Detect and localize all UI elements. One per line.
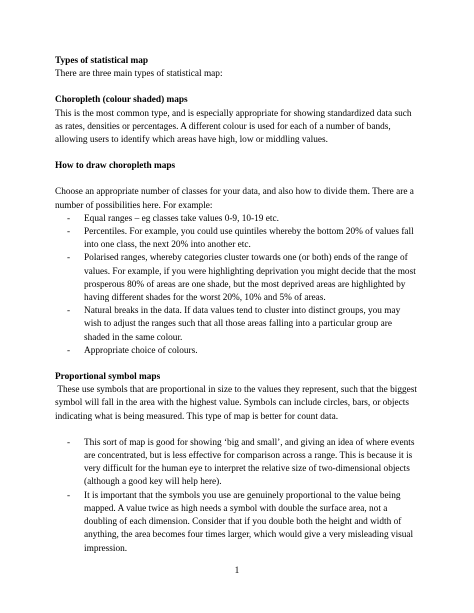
- list-item-equal-ranges: - Equal ranges – eg classes take values 0-9, 10-19 etc.: [55, 213, 420, 226]
- page-number: 1: [234, 566, 240, 576]
- spacer: [55, 147, 420, 160]
- list-item-natural-breaks: - Natural breaks in the data. If data values tend to cluster into distinct groups, you may wish to adjust the ranges such that all those areas falling into a particular group are shaded in the same colour.: [55, 305, 420, 345]
- heading-how-to-draw-choropleth: How to draw choropleth maps: [55, 161, 176, 172]
- paragraph-how-to-intro: Choose an appropriate number of classes for your data, and also how to divide them. There are a number of possibilities here. For example:: [55, 187, 414, 211]
- paragraph-choropleth: This is the most common type, and is especially appropriate for showing standardized data such as rates, densities or percentages. A different colour is used for each of a number of bands, allowing users to identify which areas have high, low or middling values.: [55, 108, 412, 146]
- proportional-notes-list: [55, 437, 420, 556]
- paragraph-proportional: These use symbols that are proportional in size to the values they represent, such that the biggest symbol will fall in the area with the highest value. Symbols can include circles, bars, or objects indicating what is being measured. This type of map is better for count data.: [55, 385, 420, 422]
- paragraph-types-intro: There are three main types of statistical map:: [55, 69, 223, 80]
- spacer: [55, 358, 420, 371]
- list-item-big-and-small: - This sort of map is good for showing ‘big and small’, and giving an idea of where events are concentrated, but is less effective for comparison across a range. This is because it is very difficult for the human eye to interpret the relative size of two-dimensional objects (although a good key will help here).: [55, 437, 420, 490]
- list-item-colours: - Appropriate choice of colours.: [55, 345, 420, 358]
- heading-proportional-symbol-maps: Proportional symbol maps: [55, 372, 161, 383]
- list-item-polarised-ranges: - Polarised ranges, whereby categories cluster towards one (or both) ends of the range of values. For example, if you were highlighting deprivation you might decide that the most prosperous 80% of areas are one shade, but the most deprived areas are highlighted by having different shades for the worst 20%, 10% and 5% of areas.: [55, 252, 420, 305]
- list-item-percentiles: - Percentiles. For example, you could use quintiles whereby the bottom 20% of values fall into one class, the next 20% into another etc.: [55, 226, 420, 252]
- spacer: [55, 81, 420, 94]
- heading-choropleth-maps: Choropleth (colour shaded) maps: [55, 95, 188, 106]
- list-item-genuinely-proportional: - It is important that the symbols you use are genuinely proportional to the value being mapped. A value twice as high needs a symbol with double the surface area, not a doubling of each dimension. Consider that if you double both the height and width of anything, the area becomes four times larger, which would give a very misleading visual impression.: [55, 490, 420, 556]
- document-page: [55, 55, 420, 556]
- heading-types-of-statistical-map: Types of statistical map: [55, 56, 149, 66]
- spacer: [55, 424, 420, 437]
- spacer: [55, 173, 420, 186]
- choropleth-options-list: [55, 213, 420, 358]
